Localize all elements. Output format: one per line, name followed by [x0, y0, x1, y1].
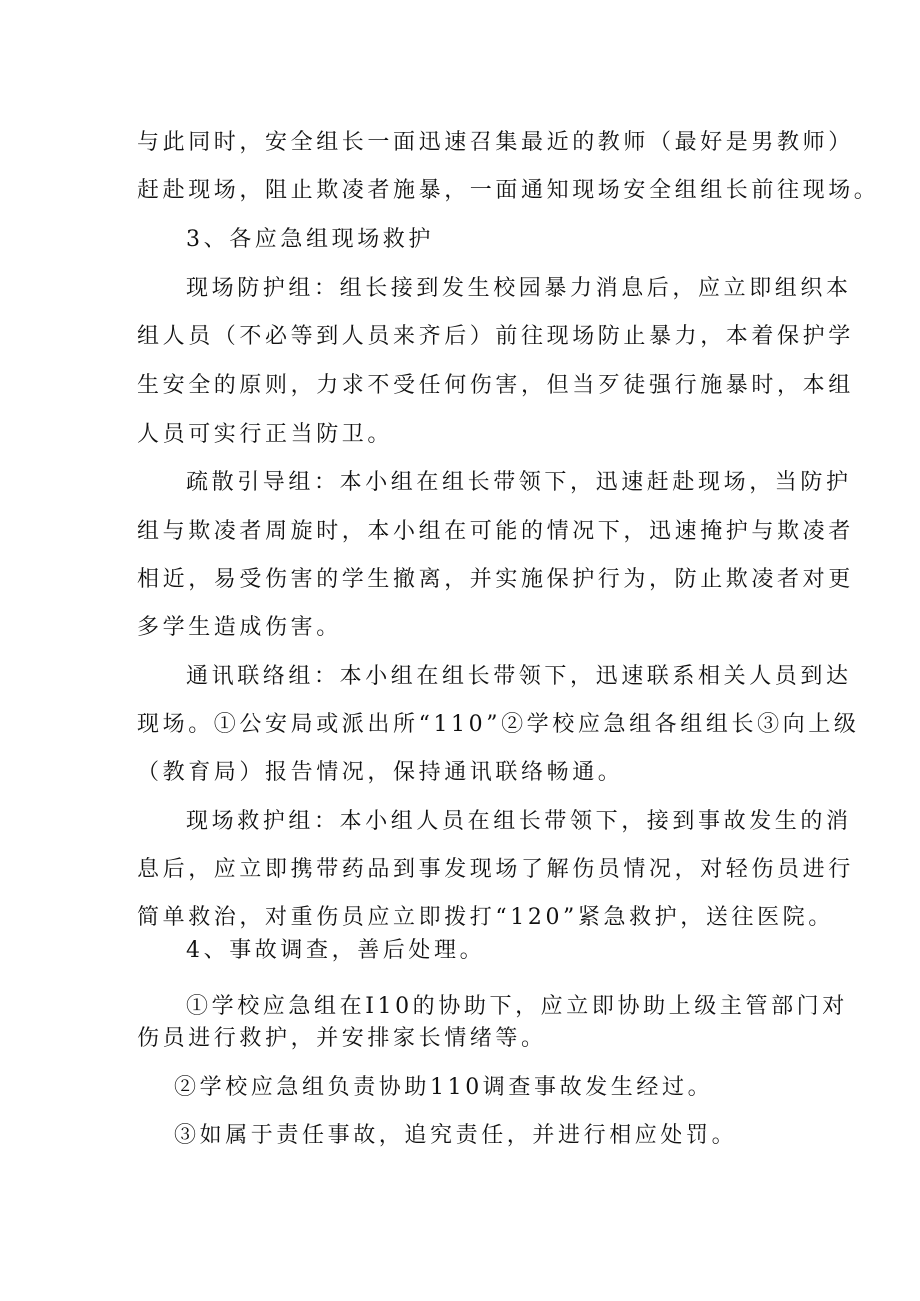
text-line: 现场防护组：组长接到发生校园暴力消息后，应立即组织本 — [186, 276, 852, 301]
text-line: 相近，易受伤害的学生撤离，并实施保护行为，防止欺凌者对更 — [137, 567, 854, 592]
text-line: ②学校应急组负责协助110调查事故发生经过。 — [174, 1075, 714, 1100]
text-line: 组与欺凌者周旋时，本小组在可能的情况下，迅速掩护与欺凌者 — [137, 519, 854, 544]
text-line: 生安全的原则，力求不受任何伤害，但当歹徒强行施暴时，本组 — [137, 373, 854, 398]
text-line: 通讯联络组：本小组在组长带领下，迅速联系相关人员到达 — [186, 664, 852, 689]
text-line: ③如属于责任事故，追究责任，并进行相应处罚。 — [174, 1123, 738, 1148]
text-line: 简单救治，对重伤员应立即拨打“120”紧急救护，送往医院。 — [137, 905, 834, 930]
text-line: 与此同时，安全组长一面迅速召集最近的教师（最好是男教师） — [137, 130, 854, 155]
text-line: 现场救护组：本小组人员在组长带领下，接到事故发生的消 — [186, 809, 852, 834]
text-line: 息后，应立即携带药品到事发现场了解伤员情况，对轻伤员进行 — [137, 857, 854, 882]
text-line: （教育局）报告情况，保持通讯联络畅通。 — [137, 760, 624, 785]
text-line: 人员可实行正当防卫。 — [137, 422, 394, 447]
section-heading: 4、事故调查，善后处理。 — [186, 938, 486, 963]
text-line: 现场。①公安局或派出所“110”②学校应急组各组组长③向上级 — [137, 712, 860, 737]
text-line: 组人员（不必等到人员来齐后）前往现场防止暴力，本着保护学 — [137, 324, 854, 349]
text-line: ①学校应急组在I10的协助下，应立即协助上级主管部门对 — [186, 994, 848, 1019]
text-line: 多学生造成伤害。 — [137, 615, 342, 640]
text-line: 疏散引导组：本小组在组长带领下，迅速赶赴现场，当防护 — [186, 470, 852, 495]
section-heading: 3、各应急组现场救护 — [186, 227, 434, 252]
text-line: 赶赴现场，阻止欺凌者施暴，一面通知现场安全组组长前往现场。 — [137, 178, 880, 203]
text-line: 伤员进行救护，并安排家长情绪等。 — [137, 1026, 547, 1051]
